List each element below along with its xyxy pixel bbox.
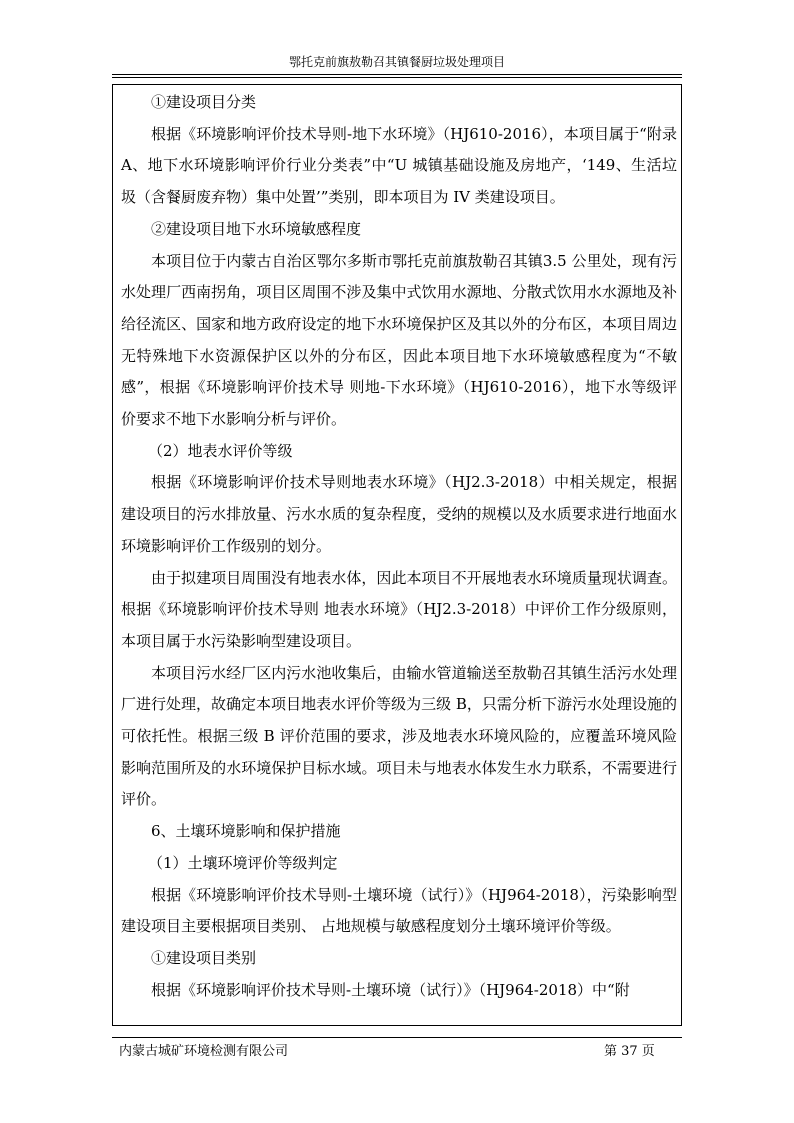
page-header-title: 鄂托克前旗敖勒召其镇餐厨垃圾处理项目 (288, 55, 505, 69)
document-body (121, 87, 677, 1006)
subheading-groundwater-sensitivity: ②建设项目地下水环境敏感程度 (151, 219, 362, 238)
paragraph: 本项目位于内蒙古自治区鄂尔多斯市鄂托克前旗敖勒召其镇3.5 公里处，现有污水处理厂西南拐角，项目区周围不涉及集中式饮用水源地、分散式饮用水水源地及补给径流区、国家和地方政府设定的地下水环境保护区及其以外的分布区，本项目周边无特殊地下水资源保护区以外的分布区，因此本项目地下水环境敏感程度为“不敏感”，根据《环境影响评价技术导 则地-下水环境》（HJ610-2016），地下水等级评价要求不地下水影响分析与评价。 (121, 251, 677, 429)
paragraph: 根据《环境影响评价技术导则-土壤环境（试行）》（HJ964-2018），污染影响型建设项目主要根据项目类别、 占地规模与敏感程度划分土壤环境评价等级。 (121, 885, 677, 936)
paragraph: 由于拟建项目周围没有地表水体，因此本项目不开展地表水环境质量现状调查。根据《环境影响评价技术导则 地表水环境》（HJ2.3-2018）中评价工作分级原则，本项目属于水污染影响型建设项目。 (121, 568, 677, 650)
paragraph: 本项目污水经厂区内污水池收集后，由输水管道输送至敖勒召其镇生活污水处理厂进行处理，故确定本项目地表水评价等级为三级 B，只需分析下游污水处理设施的可依托性。根据三级 B 评价范围的要求，涉及地表水环境风险的，应覆盖环境风险影响范围所及的水环境保护目标水域。项目未与地表水体发生水力联系，不需要进行评价。 (121, 663, 677, 809)
subheading-surface-water-level: （2）地表水评价等级 (148, 441, 293, 460)
header-rule-double (112, 77, 682, 78)
section-heading-soil: 6、土壤环境影响和保护措施 (151, 822, 341, 841)
header-rule (112, 74, 682, 75)
subheading-soil-level: （1）土壤环境评价等级判定 (148, 853, 338, 872)
footer-rule (112, 1037, 682, 1038)
paragraph: 根据《环境影响评价技术导则-地下水环境》（HJ610-2016），本项目属于“附录 A、地下水环境影响评价行业分类表”中“U 城镇基础设施及房地产，‘149、生活垃圾（含餐厨废弃物）集中处置’”类别，即本项目为 IV 类建设项目。 (121, 124, 677, 207)
footer-page-number: 第 37 页 (604, 1044, 655, 1059)
paragraph: 根据《环境影响评价技术导则地表水环境》（HJ2.3-2018）中相关规定，根据建设项目的污水排放量、污水水质的复杂程度，受纳的规模以及水质要求进行地面水环境影响评价工作级别的划分。 (121, 473, 677, 555)
subheading-project-category: ①建设项目分类 (151, 93, 257, 111)
footer-company: 内蒙古城矿环境检测有限公司 (119, 1044, 289, 1059)
paragraph: 根据《环境影响评价技术导则-土壤环境（试行）》（HJ964-2018）中“附 (151, 980, 630, 999)
subheading-project-category-soil: ①建设项目类别 (151, 948, 257, 967)
